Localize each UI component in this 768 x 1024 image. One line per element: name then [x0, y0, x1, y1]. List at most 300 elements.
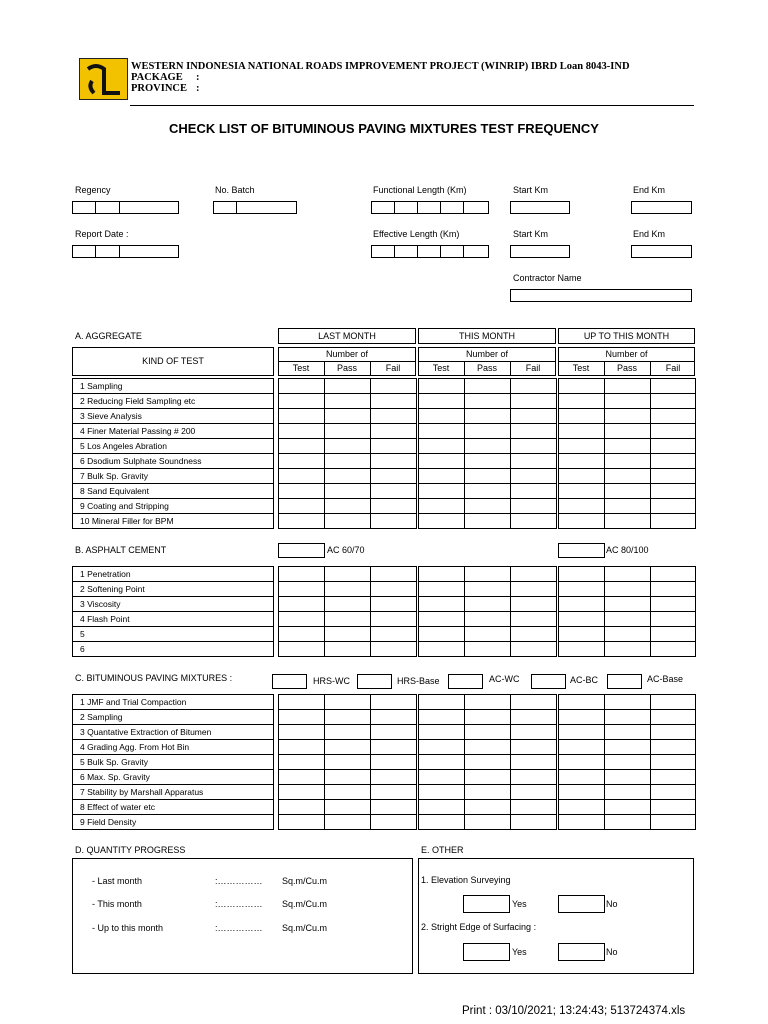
aggregate-row-label: 3 Sieve Analysis: [72, 408, 274, 424]
aggregate-count-cell[interactable]: [418, 438, 465, 454]
column-header: Pass: [476, 363, 497, 373]
aggregate-count-cell[interactable]: [278, 423, 325, 439]
hrs-wc-label: HRS-WC: [313, 676, 350, 686]
ac-bc-checkbox[interactable]: [531, 674, 566, 689]
end-km-field[interactable]: [631, 201, 692, 214]
aggregate-count-cell[interactable]: [324, 513, 371, 529]
asphalt-count-cell[interactable]: [650, 581, 696, 597]
aggregate-count-cell[interactable]: [464, 453, 511, 469]
mixture-count-cell[interactable]: [510, 754, 557, 770]
functional-length-field-5[interactable]: [463, 201, 489, 214]
mixture-count-cell[interactable]: [370, 799, 417, 815]
aggregate-count-cell[interactable]: [324, 438, 371, 454]
asphalt-count-cell[interactable]: [650, 611, 696, 627]
aggregate-count-cell[interactable]: [370, 483, 417, 499]
regency-field-3[interactable]: [119, 201, 179, 214]
asphalt-count-cell[interactable]: [464, 596, 511, 612]
mixture-count-cell[interactable]: [604, 799, 651, 815]
asphalt-count-cell[interactable]: [604, 596, 651, 612]
this-month-value[interactable]: :……………: [215, 899, 263, 909]
aggregate-row-label: 6 Dsodium Sulphate Soundness: [72, 453, 274, 469]
mixture-count-cell[interactable]: [604, 784, 651, 800]
section-a-title: A. AGGREGATE: [75, 331, 142, 341]
aggregate-count-cell[interactable]: [464, 408, 511, 424]
mixture-count-cell[interactable]: [558, 769, 605, 785]
aggregate-count-cell[interactable]: [324, 423, 371, 439]
aggregate-count-cell[interactable]: [604, 498, 651, 514]
mixture-count-cell[interactable]: [324, 694, 371, 710]
column-divider: [370, 361, 371, 376]
mixture-count-cell[interactable]: [650, 799, 696, 815]
column-divider: [464, 361, 465, 376]
functional-length-field-2[interactable]: [394, 201, 418, 214]
aggregate-count-cell[interactable]: [650, 378, 696, 394]
aggregate-count-cell[interactable]: [418, 423, 465, 439]
aggregate-count-cell[interactable]: [324, 408, 371, 424]
aggregate-count-cell[interactable]: [278, 453, 325, 469]
asphalt-count-cell[interactable]: [370, 596, 417, 612]
aggregate-count-cell[interactable]: [558, 498, 605, 514]
mixture-count-cell[interactable]: [418, 709, 465, 725]
this-month-unit: Sq.m/Cu.m: [282, 899, 328, 909]
asphalt-count-cell[interactable]: [650, 626, 696, 642]
mixture-count-cell[interactable]: [324, 724, 371, 740]
aggregate-count-cell[interactable]: [558, 468, 605, 484]
mixture-count-cell[interactable]: [418, 694, 465, 710]
package-label: PACKAGE: [131, 72, 183, 83]
mixture-count-cell[interactable]: [324, 784, 371, 800]
mixture-count-cell[interactable]: [650, 739, 696, 755]
mixture-count-cell[interactable]: [510, 769, 557, 785]
contractor-name-label: Contractor Name: [513, 273, 582, 283]
aggregate-count-cell[interactable]: [418, 513, 465, 529]
asphalt-count-cell[interactable]: [464, 641, 511, 657]
aggregate-count-cell[interactable]: [324, 468, 371, 484]
start-km-label-2: Start Km: [513, 229, 549, 239]
mixture-count-cell[interactable]: [370, 724, 417, 740]
mixture-count-cell[interactable]: [418, 724, 465, 740]
asphalt-count-cell[interactable]: [510, 626, 557, 642]
asphalt-count-cell[interactable]: [510, 566, 557, 582]
asphalt-count-cell[interactable]: [464, 566, 511, 582]
asphalt-count-cell[interactable]: [558, 596, 605, 612]
mixture-count-cell[interactable]: [464, 709, 511, 725]
up-to-this-month-label: - Up to this month: [92, 923, 164, 933]
functional-length-field-1[interactable]: [371, 201, 395, 214]
effective-length-field-5[interactable]: [463, 245, 489, 258]
asphalt-count-cell[interactable]: [418, 566, 465, 582]
aggregate-count-cell[interactable]: [278, 378, 325, 394]
last-month-unit: Sq.m/Cu.m: [282, 876, 328, 886]
asphalt-count-cell[interactable]: [418, 641, 465, 657]
aggregate-count-cell[interactable]: [464, 513, 511, 529]
aggregate-count-cell[interactable]: [604, 393, 651, 409]
aggregate-count-cell[interactable]: [510, 513, 557, 529]
mixture-count-cell[interactable]: [324, 799, 371, 815]
aggregate-count-cell[interactable]: [510, 423, 557, 439]
functional-length-field-4[interactable]: [440, 201, 464, 214]
asphalt-count-cell[interactable]: [650, 641, 696, 657]
aggregate-count-cell[interactable]: [604, 483, 651, 499]
asphalt-count-cell[interactable]: [370, 626, 417, 642]
asphalt-row-label: 4 Flash Point: [72, 611, 274, 627]
aggregate-count-cell[interactable]: [278, 513, 325, 529]
aggregate-count-cell[interactable]: [278, 438, 325, 454]
aggregate-count-cell[interactable]: [370, 513, 417, 529]
mixture-count-cell[interactable]: [510, 724, 557, 740]
asphalt-count-cell[interactable]: [370, 581, 417, 597]
last-month-label: - Last month: [92, 876, 143, 886]
effective-length-field-4[interactable]: [440, 245, 464, 258]
aggregate-count-cell[interactable]: [650, 513, 696, 529]
asphalt-count-cell[interactable]: [510, 611, 557, 627]
aggregate-count-cell[interactable]: [464, 483, 511, 499]
mixture-count-cell[interactable]: [604, 769, 651, 785]
mixture-count-cell[interactable]: [324, 739, 371, 755]
mixture-count-cell[interactable]: [510, 814, 557, 830]
aggregate-count-cell[interactable]: [370, 468, 417, 484]
mixture-count-cell[interactable]: [464, 769, 511, 785]
mixture-count-cell[interactable]: [604, 694, 651, 710]
mixture-count-cell[interactable]: [324, 814, 371, 830]
mixture-count-cell[interactable]: [370, 769, 417, 785]
mixture-count-cell[interactable]: [370, 709, 417, 725]
aggregate-count-cell[interactable]: [510, 438, 557, 454]
aggregate-count-cell[interactable]: [278, 468, 325, 484]
asphalt-count-cell[interactable]: [604, 581, 651, 597]
asphalt-count-cell[interactable]: [324, 566, 371, 582]
asphalt-count-cell[interactable]: [278, 611, 325, 627]
asphalt-count-cell[interactable]: [604, 566, 651, 582]
asphalt-count-cell[interactable]: [278, 596, 325, 612]
subheader-divider: [558, 361, 695, 362]
asphalt-count-cell[interactable]: [650, 566, 696, 582]
mixture-count-cell[interactable]: [650, 709, 696, 725]
straight-edge-yes-checkbox[interactable]: [463, 943, 510, 961]
batch-field-1[interactable]: [213, 201, 237, 214]
effective-length-field-1[interactable]: [371, 245, 395, 258]
mixture-count-cell[interactable]: [464, 724, 511, 740]
aggregate-count-cell[interactable]: [370, 408, 417, 424]
batch-field-2[interactable]: [236, 201, 297, 214]
asphalt-count-cell[interactable]: [278, 581, 325, 597]
asphalt-count-cell[interactable]: [278, 566, 325, 582]
mixture-count-cell[interactable]: [510, 739, 557, 755]
aggregate-count-cell[interactable]: [650, 498, 696, 514]
aggregate-count-cell[interactable]: [558, 423, 605, 439]
functional-length-field-3[interactable]: [417, 201, 441, 214]
ac-60-70-label: AC 60/70: [327, 545, 365, 555]
aggregate-count-cell[interactable]: [510, 453, 557, 469]
asphalt-count-cell[interactable]: [558, 581, 605, 597]
period-up-to-this-month: UP TO THIS MONTH: [558, 328, 695, 344]
aggregate-count-cell[interactable]: [650, 438, 696, 454]
mixture-count-cell[interactable]: [650, 754, 696, 770]
aggregate-count-cell[interactable]: [418, 408, 465, 424]
asphalt-count-cell[interactable]: [558, 641, 605, 657]
aggregate-count-cell[interactable]: [510, 483, 557, 499]
up-to-this-month-unit: Sq.m/Cu.m: [282, 923, 328, 933]
ac-60-70-checkbox[interactable]: [278, 543, 325, 558]
mixture-count-cell[interactable]: [370, 754, 417, 770]
mixture-count-cell[interactable]: [370, 784, 417, 800]
aggregate-count-cell[interactable]: [464, 498, 511, 514]
mixture-count-cell[interactable]: [510, 694, 557, 710]
aggregate-count-cell[interactable]: [464, 438, 511, 454]
aggregate-count-cell[interactable]: [370, 423, 417, 439]
ac-80-100-checkbox[interactable]: [558, 543, 605, 558]
mixture-count-cell[interactable]: [558, 724, 605, 740]
aggregate-count-cell[interactable]: [558, 453, 605, 469]
mixture-count-cell[interactable]: [370, 694, 417, 710]
mixture-count-cell[interactable]: [464, 799, 511, 815]
report-date-label: Report Date :: [75, 229, 129, 239]
asphalt-count-cell[interactable]: [418, 581, 465, 597]
contractor-name-field[interactable]: [510, 289, 692, 302]
aggregate-count-cell[interactable]: [604, 453, 651, 469]
aggregate-count-cell[interactable]: [604, 408, 651, 424]
mixture-count-cell[interactable]: [604, 814, 651, 830]
start-km-field[interactable]: [510, 201, 570, 214]
mixture-count-cell[interactable]: [650, 814, 696, 830]
aggregate-count-cell[interactable]: [604, 513, 651, 529]
aggregate-count-cell[interactable]: [558, 378, 605, 394]
elevation-surveying-label: 1. Elevation Surveying: [421, 875, 511, 885]
mixture-count-cell[interactable]: [418, 739, 465, 755]
column-divider: [650, 361, 651, 376]
mixture-count-cell[interactable]: [650, 769, 696, 785]
mixture-count-cell[interactable]: [464, 784, 511, 800]
aggregate-row-label: 5 Los Angeles Abration: [72, 438, 274, 454]
effective-length-field-3[interactable]: [417, 245, 441, 258]
aggregate-count-cell[interactable]: [278, 408, 325, 424]
asphalt-count-cell[interactable]: [324, 626, 371, 642]
mixture-count-cell[interactable]: [650, 784, 696, 800]
hrs-base-checkbox[interactable]: [357, 674, 392, 689]
regency-label: Regency: [75, 185, 111, 195]
aggregate-count-cell[interactable]: [324, 498, 371, 514]
mixture-count-cell[interactable]: [278, 799, 325, 815]
asphalt-count-cell[interactable]: [604, 611, 651, 627]
column-header: Test: [572, 363, 590, 373]
asphalt-count-cell[interactable]: [418, 596, 465, 612]
mixture-count-cell[interactable]: [278, 814, 325, 830]
aggregate-count-cell[interactable]: [558, 393, 605, 409]
aggregate-count-cell[interactable]: [278, 393, 325, 409]
mixture-count-cell[interactable]: [604, 724, 651, 740]
asphalt-count-cell[interactable]: [278, 641, 325, 657]
mixture-count-cell[interactable]: [650, 694, 696, 710]
asphalt-count-cell[interactable]: [418, 626, 465, 642]
mixture-count-cell[interactable]: [418, 784, 465, 800]
report-date-field-2[interactable]: [95, 245, 120, 258]
mixture-count-cell[interactable]: [558, 739, 605, 755]
aggregate-count-cell[interactable]: [604, 468, 651, 484]
mixture-count-cell[interactable]: [558, 709, 605, 725]
asphalt-count-cell[interactable]: [510, 596, 557, 612]
hrs-wc-checkbox[interactable]: [272, 674, 307, 689]
regency-field-2[interactable]: [95, 201, 120, 214]
province-colon: :: [196, 83, 200, 94]
aggregate-count-cell[interactable]: [558, 408, 605, 424]
asphalt-count-cell[interactable]: [650, 596, 696, 612]
aggregate-count-cell[interactable]: [464, 423, 511, 439]
asphalt-count-cell[interactable]: [464, 611, 511, 627]
aggregate-count-cell[interactable]: [558, 438, 605, 454]
elevation-yes-checkbox[interactable]: [463, 895, 510, 913]
mixture-count-cell[interactable]: [418, 754, 465, 770]
mixture-count-cell[interactable]: [604, 754, 651, 770]
mixture-count-cell[interactable]: [278, 739, 325, 755]
mixture-count-cell[interactable]: [370, 739, 417, 755]
aggregate-count-cell[interactable]: [650, 483, 696, 499]
asphalt-count-cell[interactable]: [604, 626, 651, 642]
mixture-count-cell[interactable]: [558, 814, 605, 830]
asphalt-count-cell[interactable]: [418, 611, 465, 627]
mixture-count-cell[interactable]: [650, 724, 696, 740]
aggregate-count-cell[interactable]: [278, 483, 325, 499]
aggregate-count-cell[interactable]: [510, 498, 557, 514]
asphalt-row-label: 1 Penetration: [72, 566, 274, 582]
mixture-count-cell[interactable]: [604, 709, 651, 725]
mixture-count-cell[interactable]: [278, 754, 325, 770]
aggregate-count-cell[interactable]: [604, 438, 651, 454]
ac-wc-checkbox[interactable]: [448, 674, 483, 689]
print-footer: Print : 03/10/2021; 13:24:43; 513724374.xls: [462, 1005, 686, 1017]
straight-edge-no-label: No: [606, 947, 618, 957]
aggregate-count-cell[interactable]: [324, 453, 371, 469]
end-km-field-2[interactable]: [631, 245, 692, 258]
aggregate-count-cell[interactable]: [464, 393, 511, 409]
mixture-count-cell[interactable]: [464, 739, 511, 755]
asphalt-count-cell[interactable]: [510, 641, 557, 657]
logo-emblem-icon: [80, 59, 127, 99]
aggregate-count-cell[interactable]: [650, 423, 696, 439]
asphalt-count-cell[interactable]: [558, 626, 605, 642]
mixture-count-cell[interactable]: [464, 754, 511, 770]
aggregate-count-cell[interactable]: [604, 378, 651, 394]
mixture-count-cell[interactable]: [510, 799, 557, 815]
aggregate-count-cell[interactable]: [558, 513, 605, 529]
aggregate-count-cell[interactable]: [370, 378, 417, 394]
mixture-count-cell[interactable]: [324, 709, 371, 725]
up-to-this-month-value[interactable]: :……………: [215, 923, 263, 933]
mixture-count-cell[interactable]: [418, 769, 465, 785]
aggregate-count-cell[interactable]: [418, 498, 465, 514]
mixture-count-cell[interactable]: [558, 784, 605, 800]
mixture-count-cell[interactable]: [370, 814, 417, 830]
mixture-count-cell[interactable]: [558, 754, 605, 770]
elevation-yes-label: Yes: [512, 899, 527, 909]
number-of-label: Number of: [325, 349, 369, 359]
aggregate-count-cell[interactable]: [650, 393, 696, 409]
asphalt-count-cell[interactable]: [324, 641, 371, 657]
mixture-count-cell[interactable]: [464, 694, 511, 710]
mixture-count-cell[interactable]: [278, 709, 325, 725]
straight-edge-no-checkbox[interactable]: [558, 943, 605, 961]
report-date-field-1[interactable]: [72, 245, 96, 258]
aggregate-count-cell[interactable]: [418, 468, 465, 484]
aggregate-count-cell[interactable]: [510, 468, 557, 484]
mixture-count-cell[interactable]: [278, 769, 325, 785]
asphalt-count-cell[interactable]: [464, 626, 511, 642]
mixture-count-cell[interactable]: [510, 709, 557, 725]
column-header: Test: [292, 363, 310, 373]
mixture-count-cell[interactable]: [278, 724, 325, 740]
column-header: Fail: [665, 363, 681, 373]
asphalt-count-cell[interactable]: [604, 641, 651, 657]
effective-length-field-2[interactable]: [394, 245, 418, 258]
aggregate-count-cell[interactable]: [510, 378, 557, 394]
asphalt-count-cell[interactable]: [324, 611, 371, 627]
aggregate-count-cell[interactable]: [418, 378, 465, 394]
aggregate-count-cell[interactable]: [278, 498, 325, 514]
mixture-count-cell[interactable]: [324, 754, 371, 770]
aggregate-count-cell[interactable]: [650, 408, 696, 424]
asphalt-count-cell[interactable]: [324, 581, 371, 597]
mixture-count-cell[interactable]: [418, 799, 465, 815]
aggregate-count-cell[interactable]: [604, 423, 651, 439]
aggregate-count-cell[interactable]: [370, 498, 417, 514]
aggregate-count-cell[interactable]: [418, 393, 465, 409]
asphalt-count-cell[interactable]: [510, 581, 557, 597]
aggregate-count-cell[interactable]: [510, 393, 557, 409]
asphalt-count-cell[interactable]: [324, 596, 371, 612]
mixture-count-cell[interactable]: [558, 694, 605, 710]
elevation-no-checkbox[interactable]: [558, 895, 605, 913]
mixture-count-cell[interactable]: [510, 784, 557, 800]
aggregate-count-cell[interactable]: [324, 483, 371, 499]
aggregate-count-cell[interactable]: [418, 453, 465, 469]
aggregate-count-cell[interactable]: [650, 453, 696, 469]
aggregate-count-cell[interactable]: [324, 378, 371, 394]
asphalt-count-cell[interactable]: [370, 641, 417, 657]
asphalt-count-cell[interactable]: [278, 626, 325, 642]
last-month-value[interactable]: :……………: [215, 876, 263, 886]
asphalt-count-cell[interactable]: [370, 566, 417, 582]
aggregate-row-label: 2 Reducing Field Sampling etc: [72, 393, 274, 409]
aggregate-count-cell[interactable]: [370, 393, 417, 409]
start-km-field-2[interactable]: [510, 245, 570, 258]
aggregate-count-cell[interactable]: [370, 438, 417, 454]
report-date-field-3[interactable]: [119, 245, 179, 258]
ac-base-checkbox[interactable]: [607, 674, 642, 689]
asphalt-count-cell[interactable]: [370, 611, 417, 627]
mixture-count-cell[interactable]: [278, 784, 325, 800]
aggregate-count-cell[interactable]: [650, 468, 696, 484]
regency-field-1[interactable]: [72, 201, 96, 214]
aggregate-count-cell[interactable]: [464, 378, 511, 394]
mixture-count-cell[interactable]: [418, 814, 465, 830]
asphalt-count-cell[interactable]: [464, 581, 511, 597]
aggregate-count-cell[interactable]: [510, 408, 557, 424]
aggregate-count-cell[interactable]: [558, 483, 605, 499]
mixture-count-cell[interactable]: [558, 799, 605, 815]
aggregate-count-cell[interactable]: [464, 468, 511, 484]
mixture-count-cell[interactable]: [324, 769, 371, 785]
mixture-row-label: 4 Grading Agg. From Hot Bin: [72, 739, 274, 755]
package-colon: :: [196, 72, 200, 83]
mixture-count-cell[interactable]: [604, 739, 651, 755]
mixture-count-cell[interactable]: [464, 814, 511, 830]
aggregate-count-cell[interactable]: [418, 483, 465, 499]
aggregate-row-label: 9 Coating and Stripping: [72, 498, 274, 514]
asphalt-count-cell[interactable]: [558, 611, 605, 627]
aggregate-count-cell[interactable]: [324, 393, 371, 409]
aggregate-count-cell[interactable]: [370, 453, 417, 469]
mixture-count-cell[interactable]: [278, 694, 325, 710]
asphalt-count-cell[interactable]: [558, 566, 605, 582]
